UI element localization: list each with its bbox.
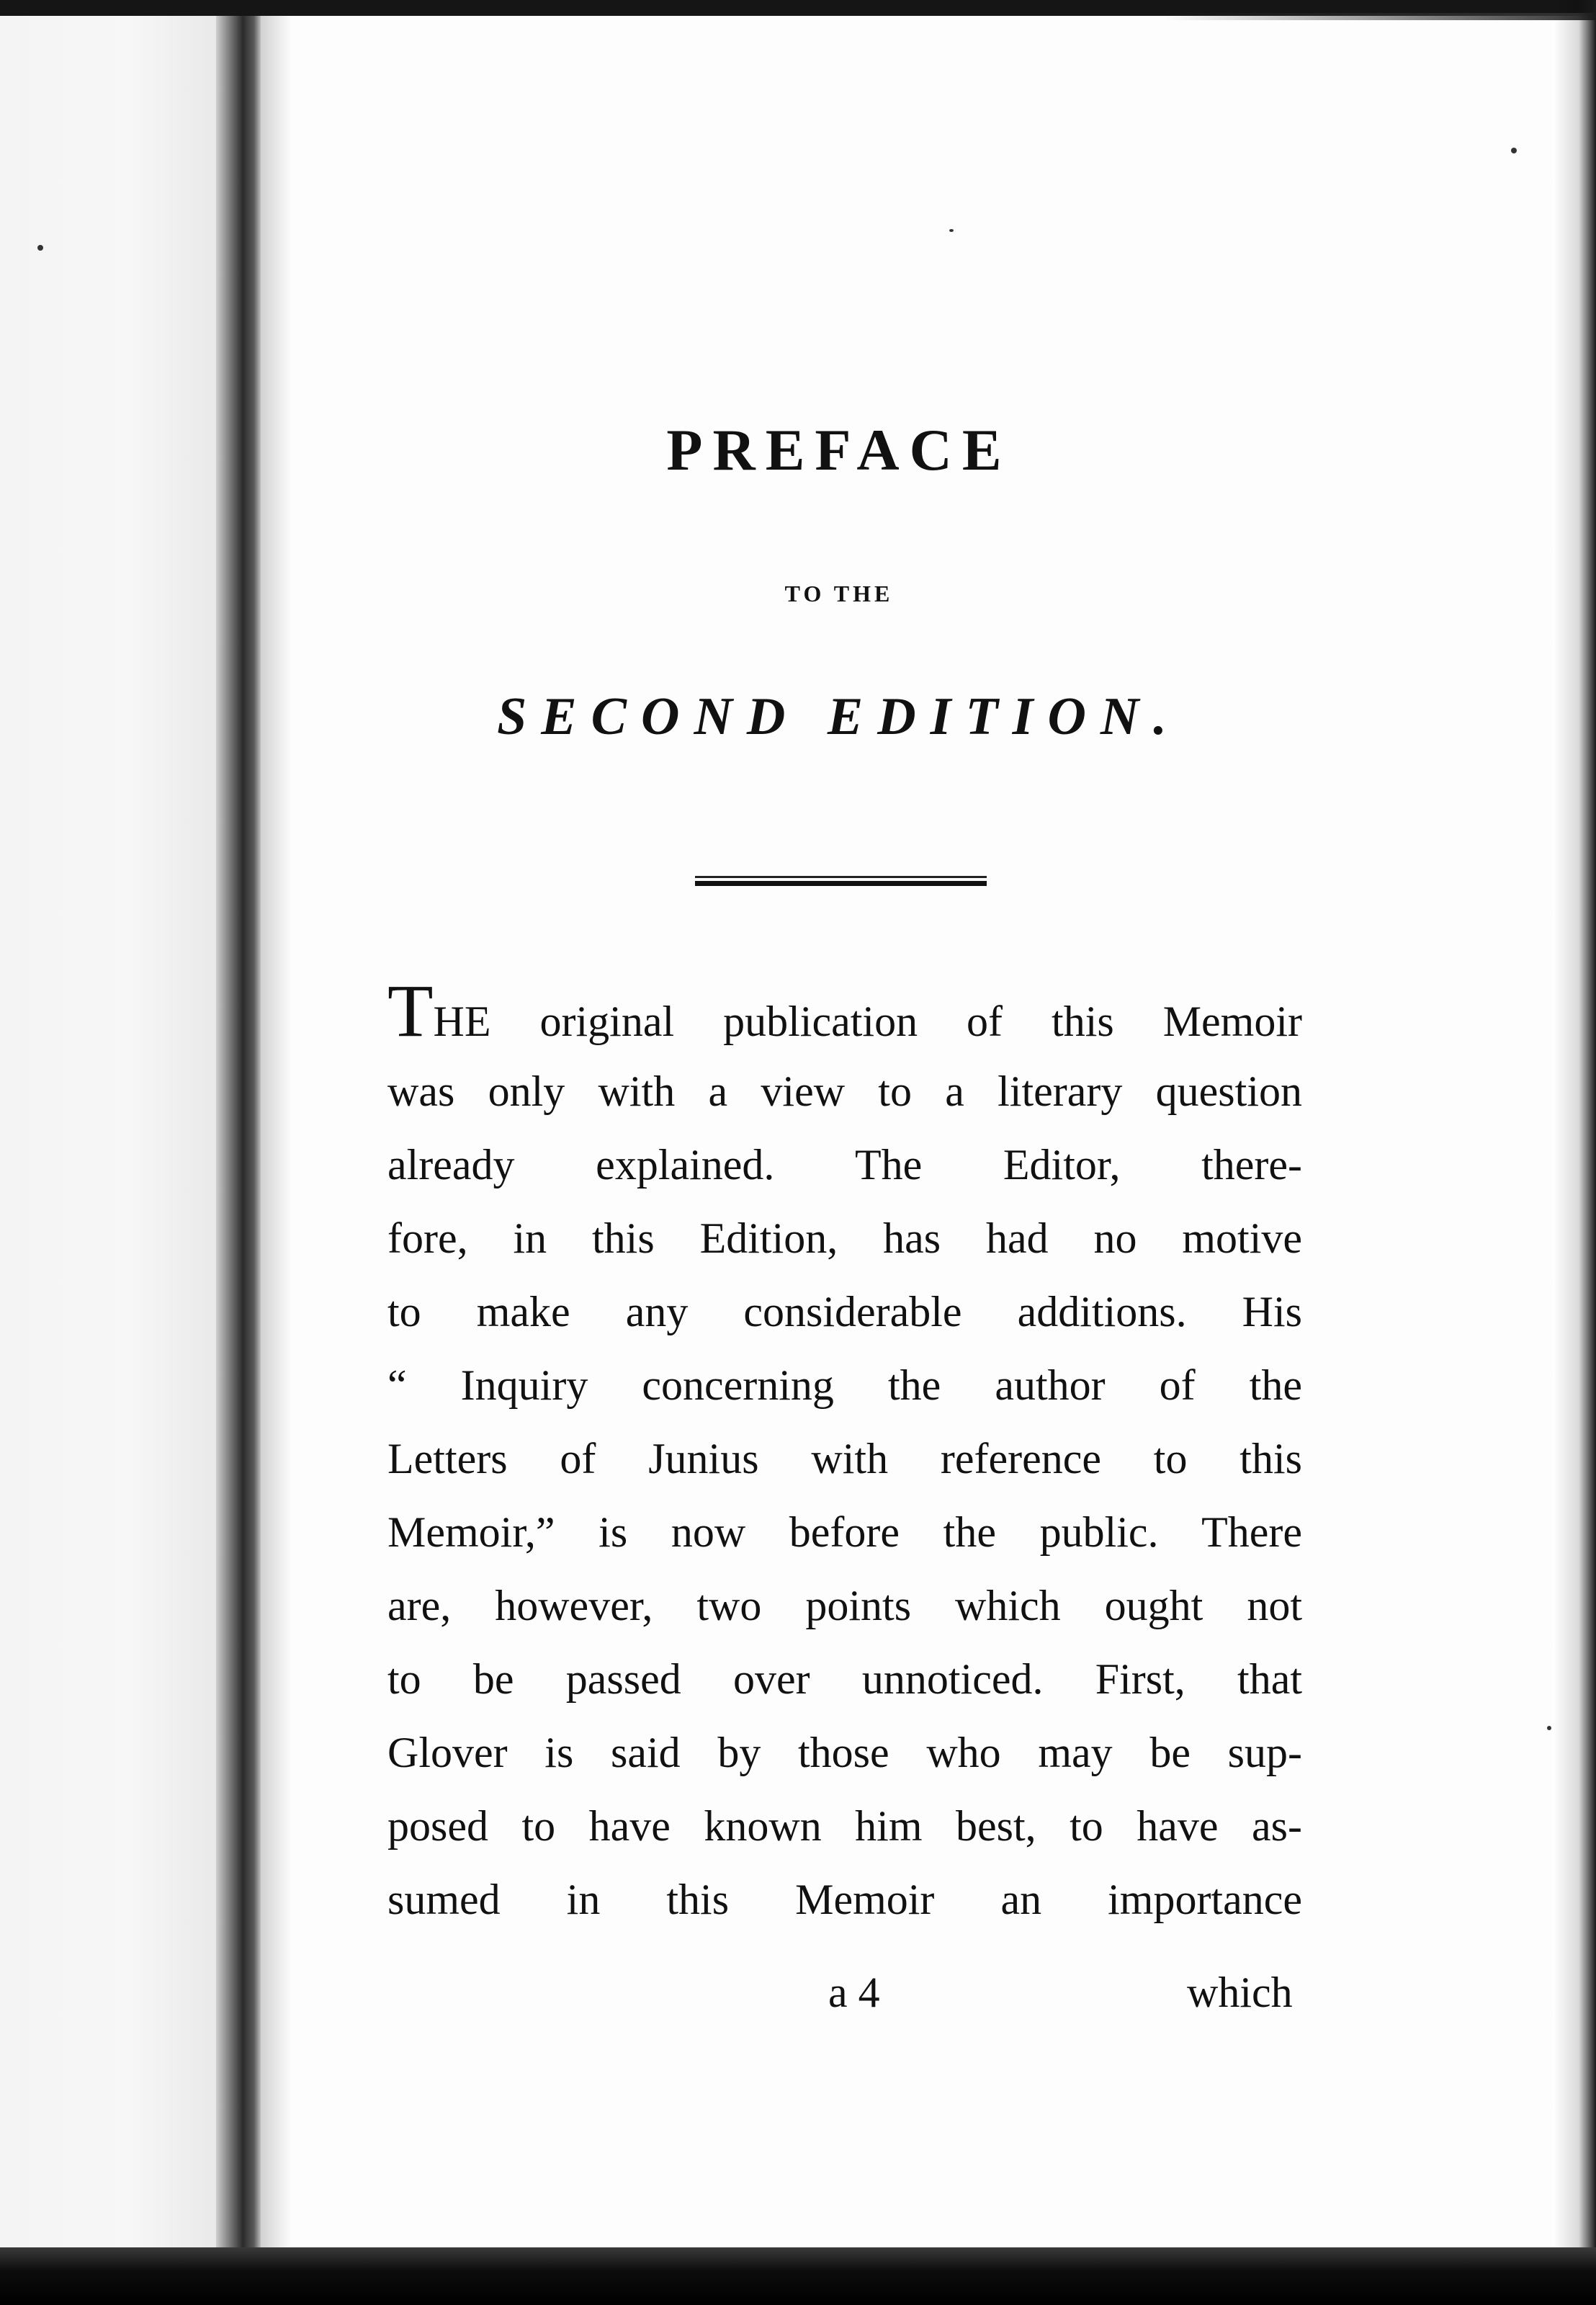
speck xyxy=(949,229,954,232)
right-edge xyxy=(1553,0,1596,2305)
speck xyxy=(37,245,43,251)
text-line: Glover is said by those who may be sup- xyxy=(387,1729,1302,1776)
text-line: to make any considerable additions. His xyxy=(387,1288,1302,1335)
text-line: fore, in this Edition, has had no motive xyxy=(387,1214,1302,1262)
text-line: are, however, two points which ought not xyxy=(387,1582,1302,1629)
page-title: PREFACE xyxy=(666,417,1012,483)
text-line: was only with a view to a literary question xyxy=(387,1068,1302,1115)
double-rule-divider xyxy=(695,876,987,887)
text-line: already explained. The Editor, there- xyxy=(387,1141,1302,1189)
facing-page xyxy=(0,0,216,2305)
preface-text xyxy=(387,970,1302,1936)
gutter-shadow xyxy=(261,0,293,2305)
drop-cap: T xyxy=(387,970,434,1052)
speck xyxy=(1547,1726,1551,1730)
bottom-edge xyxy=(0,2247,1596,2305)
text-line: posed to have known him best, to have as- xyxy=(387,1802,1302,1850)
text-line: sumed in this Memoir an importance xyxy=(387,1876,1302,1923)
top-edge-shadow xyxy=(1164,13,1596,20)
first-line-text: original publication of this Memoir xyxy=(539,998,1302,1045)
page-subtitle: SECOND EDITION. xyxy=(497,687,1181,746)
speck xyxy=(1511,148,1517,153)
catchword: which xyxy=(1187,1969,1293,2016)
text-line: “ Inquiry concerning the author of the xyxy=(387,1361,1302,1409)
text-line: to be passed over unnoticed. First, that xyxy=(387,1655,1302,1703)
text-line: Memoir,” is now before the public. There xyxy=(387,1508,1302,1556)
signature-mark: a 4 xyxy=(828,1969,880,2016)
book-spine xyxy=(216,0,261,2305)
first-word-rest: HE xyxy=(433,998,491,1045)
title-connector: TO THE xyxy=(784,581,894,607)
text-line xyxy=(387,970,1302,1055)
text-line: Letters of Junius with reference to this xyxy=(387,1435,1302,1482)
